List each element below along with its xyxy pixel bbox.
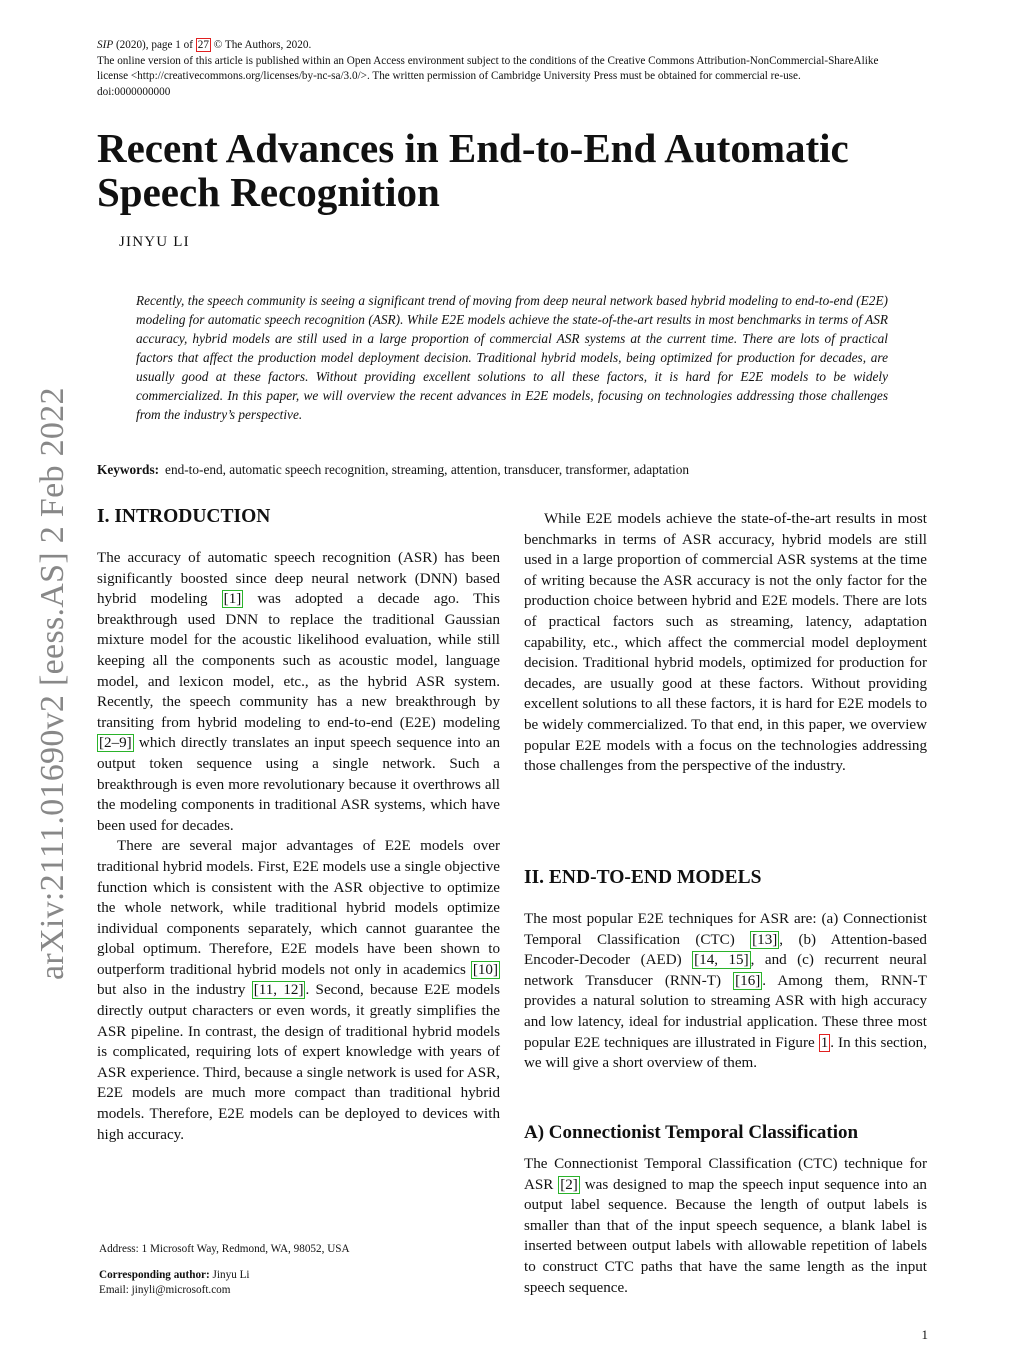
e2e-paragraph — [524, 909, 927, 1074]
page-number: 1 — [921, 1327, 928, 1342]
copyright: © The Authors, 2020. — [210, 39, 312, 51]
paper-title: Recent Advances in End-to-End Automatic Speech Recognition — [97, 125, 849, 215]
citation-link[interactable]: [11, 12] — [253, 982, 304, 999]
citation-link[interactable]: [14, 15] — [694, 952, 749, 969]
text-run: but also in the industry — [97, 982, 252, 999]
text-run: The most popular E2E techniques for ASR are: (a) Connectionist Temporal Classification (CTC) — [524, 911, 927, 948]
left-column — [97, 548, 500, 1145]
section-heading-introduction: I. INTRODUCTION — [97, 506, 271, 527]
arxiv-stamp: arXiv:2111.01690v2 [eess.AS] 2 Feb 2022 — [34, 387, 71, 980]
doi: doi:0000000000 — [97, 85, 171, 98]
citation-link[interactable]: [2] — [560, 1176, 578, 1193]
text-run: which directly translates an input speech sequence into an output token sequence using a single network. Such a breakthrough is even more revolutionary because it overthrows all the modeling components in traditional ASR systems, which have been used for decades. — [97, 735, 500, 834]
text-run: There are several major advantages of E2E models over traditional hybrid models. First, E2E models use a single objective function which is consistent with the ASR objective to optimize the whole network, while traditional hybrid models optimize individual components separately, which cannot guarantee the global optimum. Therefore, E2E models have been shown to outperform traditional hybrid models not only in academics — [97, 838, 500, 978]
journal-line — [97, 38, 932, 54]
citation-link[interactable]: [2–9] — [99, 735, 132, 752]
corresponding-author — [99, 1268, 499, 1283]
journal-name: SIP — [97, 39, 114, 51]
text-run: was adopted a decade ago. This breakthrough used DNN to replace the traditional Gaussian mixture model for the acoustic likelihood evaluation, while still keeping all the components such as acoustic model, language model, and lexicon model, etc., as the hybrid ASR system. Recently, the speech community has a new breakthrough by transiting from hybrid modeling to end-to-end (E2E) modeling — [97, 591, 500, 731]
text-run: was designed to map the speech input sequence into an output label sequence. Because the length of output labels is smaller than that of the input speech sequence, a blank label is inserted between output labels with allowable repetition of labels to construct CTC paths that have the same length as the input speech sequence. — [524, 1176, 927, 1296]
right-column-top — [524, 509, 927, 777]
license-line-2: license <http://creativecommons.org/licenses/by-nc-sa/3.0/>. The written permission of Cambridge University Press must be obtained for commercial re-use. — [97, 70, 801, 82]
license-line-1: The online version of this article is published within an Open Access environment subject to the conditions of the Creative Commons Attribution-NonCommercial-ShareAlike — [97, 54, 879, 67]
citation-link[interactable]: [10] — [472, 961, 498, 978]
intro-paragraph-2 — [97, 836, 500, 1145]
corr-label: Corresponding author: — [99, 1269, 210, 1281]
journal-year: (2020), page 1 of — [113, 39, 196, 51]
abstract: Recently, the speech community is seeing a significant trend of moving from deep neural network based hybrid modeling to end-to-end (E2E) modeling for automatic speech recognition (ASR). While E2E models achieve the state-of-the-art results in most benchmarks in terms of ASR accuracy, hybrid models are still used in a large proportion of commercial ASR systems at the current time. There are lots of practical factors that affect the production model deployment decision. Traditional hybrid models, being optimized for production for decades, are usually good at these factors. Without providing excellent solutions to all these factors, it is hard for E2E models to be widely commercialized. In this paper, we will overview the recent advances in E2E models, focusing on technologies addressing those challenges from the industry’s perspective. — [136, 293, 888, 422]
citation-link[interactable]: [13] — [752, 931, 778, 948]
keywords — [97, 462, 937, 478]
right-column-bottom — [524, 1154, 927, 1298]
keywords-label: Keywords: — [97, 462, 160, 477]
intro-paragraph-1 — [97, 548, 500, 836]
author-name: JINYU LI — [119, 234, 190, 250]
right-paragraph-1: While E2E models achieve the state-of-the-art results in most benchmarks in terms of ASR accuracy, hybrid models are still used in a large proportion of commercial ASR systems at the time of writing because the ASR accuracy is not the only factor for the production choice between hybrid and E2E models. There are lots of practical factors such as streaming, latency, adaptation capability, etc., which affect the commercial model deployment decision. Traditional hybrid models, optimized for production for decades, are usually good at these factors. Without providing excellent solutions to all these factors, it is hard for E2E models to be widely commercialized. To that end, in this paper, we overview popular E2E models with a focus on the technologies addressing those challenges from the perspective of the industry. — [524, 511, 927, 775]
figure-link[interactable]: 1 — [820, 1034, 829, 1051]
page-count-link[interactable]: 27 — [197, 39, 209, 51]
text-run: , (b) Attention-based Encoder-Decoder (AED) — [524, 931, 927, 969]
subsection-heading-ctc: A) Connectionist Temporal Classification — [524, 1122, 859, 1143]
text-run: . In this section, we will give a short overview of them. — [524, 1034, 927, 1072]
author-email[interactable]: Email: jinyli@microsoft.com — [99, 1284, 231, 1296]
text-run: . Among them, RNN-T provides a natural solution to streaming ASR with high accuracy and low latency, ideal for industrial application. These three most popular E2E techniques are illustrated in Figure — [524, 972, 927, 1051]
ctc-paragraph — [524, 1154, 927, 1298]
citation-link[interactable]: [16] — [735, 972, 761, 989]
text-run: , and (c) recurrent neural network Transducer (RNN-T) — [524, 952, 927, 989]
text-run: The accuracy of automatic speech recognition (ASR) has been significantly boosted since deep neural network (DNN) based hybrid modeling — [97, 550, 500, 608]
citation-link[interactable]: [1] — [223, 591, 242, 608]
section-heading-e2e-models: II. END-TO-END MODELS — [524, 867, 762, 888]
corr-name: Jinyu Li — [209, 1269, 250, 1281]
address-footnote: Address: 1 Microsoft Way, Redmond, WA, 98052, USA — [99, 1243, 350, 1255]
text-run: . Second, because E2E models directly output characters or even words, it greatly simplifies the ASR pipeline. In contrast, the design of traditional hybrid models is complicated, requiring lots of expert knowledge with years of ASR experience. Third, because a single network is used for ASR, E2E models are much more compact than traditional hybrid models. Therefore, E2E models can be deployed to devices with high accuracy. — [97, 982, 500, 1143]
right-column-mid — [524, 909, 927, 1074]
keywords-text: end-to-end, automatic speech recognition, streaming, attention, transducer, transformer, adaptation — [165, 462, 690, 477]
text-run: The Connectionist Temporal Classification (CTC) technique for ASR — [524, 1156, 927, 1193]
page-header — [97, 38, 932, 100]
